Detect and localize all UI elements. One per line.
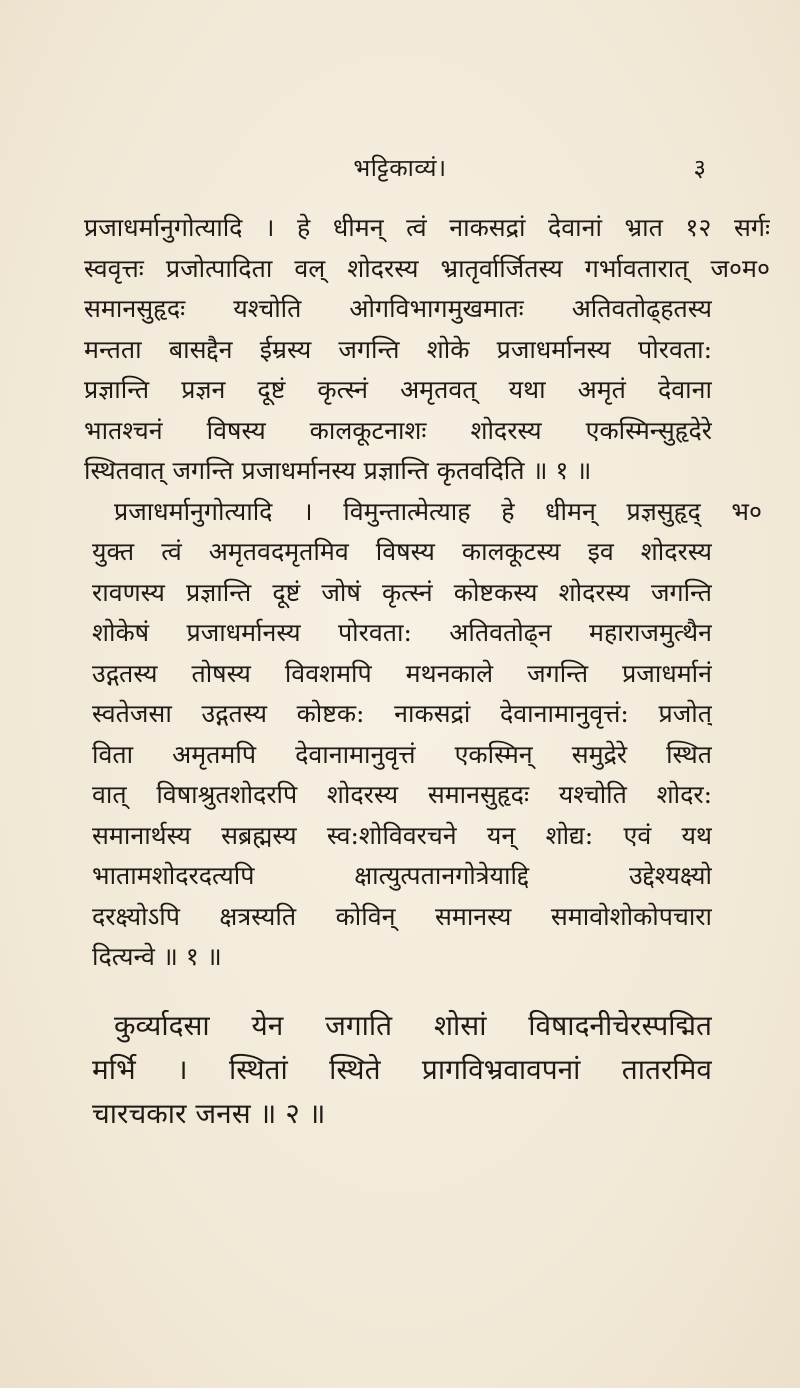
- text-line: प्रज्ञान्ति प्रज्ञन दूष्टं कृत्स्नं अमृतवत् यथा अमृतं देवाना: [84, 375, 712, 404]
- text-line: समानार्थस्य सब्रह्मस्य स्व:शोविवरचने यन् शोद्य: एवं यथ: [92, 820, 712, 850]
- text-line: स्ववृत्तः प्रजोत्पादिता वल् शोदरस्य भ्रातृर्वार्जितस्य गर्भावतारात् ज०म०: [84, 253, 770, 283]
- text-line: दित्यन्वे ॥ १ ॥: [92, 942, 222, 971]
- verse-line: कुर्व्यादसा येन जगाति शोसां विषादनीचेरस्पद्मित: [114, 1008, 712, 1042]
- page-number: ३: [693, 154, 706, 182]
- verse-line: चारचकार जनस ॥ २ ॥: [92, 1096, 326, 1130]
- commentary-paragraph-1: [84, 208, 770, 492]
- text-line: वात् विषाश्रुतशोदरपि शोदरस्य समानसुहृदः यश्चोति शोदर:: [92, 780, 712, 809]
- text-line: भातामशोदरदत्यपि क्षात्युत्पतानगोत्रेयाद्दि उद्देश्यक्ष्यो: [92, 861, 712, 890]
- text-line: स्थितवात् जगन्ति प्रजाधर्मानस्य प्रज्ञान्ति कृतवदिति ॥ १ ॥: [84, 456, 592, 485]
- text-line: समानसुहृदः यश्चोति ओगविभागमुखमातः अतिवतोढ्हतस्य: [84, 294, 712, 323]
- text-line: दरक्ष्योऽपि क्षत्रस्यति कोविन् समानस्य समावोशोकोपचारा: [92, 901, 712, 931]
- text-line: विता अमृतमपि देवानामानुवृत्तं एकस्मिन् समुद्रेरे स्थित: [92, 739, 712, 769]
- verse-2: [92, 1004, 712, 1136]
- text-line: युक्त त्वं अमृतवदमृतमिव विषस्य कालकूटस्य इव शोदरस्य: [92, 537, 712, 566]
- text-line: शोकेषं प्रजाधर्मानस्य पोरवता: अतिवतोढ्न महाराजमुत्थैन: [92, 618, 712, 647]
- text-line: प्रजाधर्मानुगोत्यादि । विमुन्तात्मेत्याह हे धीमन् प्रज्ञसुहृद् भ०: [114, 496, 762, 526]
- commentary-paragraph-2: [92, 492, 762, 978]
- running-head: [90, 150, 710, 186]
- text-line: भातश्चनं विषस्य कालकूटनाशः शोदरस्य एकस्मिन्सुहृदेरे: [84, 415, 712, 445]
- text-line: मन्तता बासद्दैन ईम्रस्य जगन्ति शोके प्रजाधर्मानस्य पोरवता:: [84, 334, 712, 364]
- text-line: रावणस्य प्रज्ञान्ति दूष्टं जोषं कृत्स्नं कोष्टकस्य शोदरस्य जगन्ति: [92, 577, 712, 607]
- text-line: स्वतेजसा उद्गतस्य कोष्टक: नाकसद्रां देवानामानुवृत्तं: प्रजोत्: [92, 699, 712, 728]
- running-title: भट्टिकाव्यं।: [353, 154, 447, 182]
- verse-line: मर्भि । स्थितां स्थिते प्रागविभ्रवावपनां तातरमिव: [92, 1052, 712, 1086]
- text-line: प्रजाधर्मानुगोत्यादि । हे धीमन् त्वं नाकसद्रां देवानां भ्रात १२ सर्गः: [84, 213, 770, 242]
- text-line: उद्गतस्य तोषस्य विवशमपि मथनकाले जगन्ति प्रजाधर्मानं: [92, 658, 712, 688]
- text-block: [84, 208, 770, 1136]
